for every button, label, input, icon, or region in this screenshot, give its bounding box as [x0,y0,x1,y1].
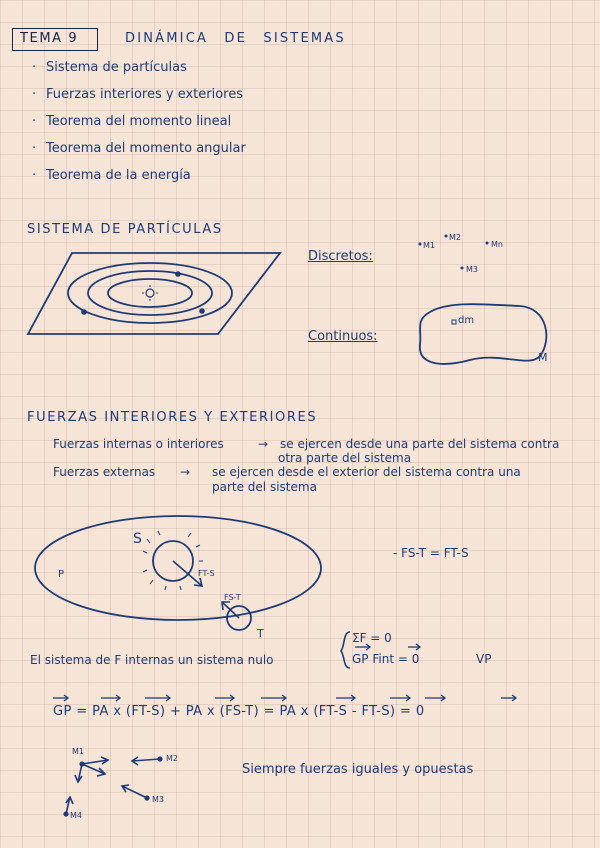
particle [79,761,84,766]
nulo-statement: El sistema de F internas un sistema nulo [30,653,274,667]
moment-equation: GP = PA x (FT-S) + PA x (FS-T) = PA x (FT-S - FT-S) = 0 [53,704,425,719]
bullet-item: Teorema del momento angular [46,141,246,156]
bullet-item: Teorema de la energía [46,168,191,183]
force-relation: - FS-T = FT-S [393,546,469,560]
bullet-item: Sistema de partículas [46,60,187,75]
internas-text-2: otra parte del sistema [278,451,412,465]
nulo-eq-1: ΣF = 0 [352,631,392,645]
dm-square [452,320,456,324]
bullet-dot: · [32,87,37,102]
bottom-text: Siempre fuerzas iguales y opuestas [242,762,474,777]
bottom-label-m1: M1 [72,747,84,756]
mass-label-M: M [538,351,548,364]
internas-text-1: se ejercen desde una parte del sistema contra [280,437,560,451]
arrow-internas: → [258,437,269,451]
particle [199,308,205,314]
sun-center [146,289,154,297]
orbit-inner [108,279,192,307]
externas-text-2: parte del sistema [212,480,317,494]
internas-label: Fuerzas internas o interiores [53,437,224,451]
bottom-label-m4: M4 [70,811,82,820]
bullet-dot: · [32,114,37,129]
particle [175,271,181,277]
sun-rays [142,285,158,301]
particle [461,267,464,270]
bottom-label-m2: M2 [166,754,178,763]
bullet-dot: · [32,60,37,75]
particle [81,309,87,315]
section-title-particulas: SISTEMA DE PARTÍCULAS [27,222,223,237]
orbit-plane-diagram [28,253,280,334]
nulo-eq-2: GP Fint = 0 [352,652,420,666]
mass-label-m2: M2 [449,233,461,242]
tema-label: TEMA 9 [20,31,79,46]
particle [157,756,162,761]
page-title: DINÁMICA DE SISTEMAS [125,31,346,46]
particle [486,242,489,245]
sun-label: S [133,531,142,547]
mass-label-mn: Mn [491,240,503,249]
orbit-outer [68,263,232,323]
bullet-dot: · [32,141,37,156]
bullet-item: Fuerzas interiores y exteriores [46,87,243,102]
dm-label: dm [458,315,475,326]
bottom-masses [63,756,162,816]
point-p-label: P [58,569,65,580]
continuos-label: Continuos: [308,329,378,344]
arrow-externas: → [180,465,191,479]
particle [144,795,149,800]
mass-label-m1: M1 [423,241,435,250]
bottom-label-m3: M3 [152,795,164,804]
bullet-item: Teorema del momento lineal [46,114,232,129]
force-ts-label: FT-S [198,569,215,578]
section-title-fuerzas: FUERZAS INTERIORES Y EXTERIORES [27,410,318,425]
big-orbit [35,516,321,620]
orbit-middle [88,271,212,315]
particle [419,243,422,246]
force-st-arrow [222,602,239,618]
particle [63,811,68,816]
system-brace [341,632,350,668]
particle [445,235,448,238]
earth-label: T [257,627,264,640]
force-st-label: FS-T [224,593,241,602]
externas-text-1: se ejercen desde el exterior del sistema contra una [212,465,521,479]
vp-label: VP [476,652,492,666]
continuous-body [420,304,547,364]
bullet-dot: · [32,168,37,183]
discretos-label: Discretos: [308,249,373,264]
externas-label: Fuerzas externas [53,465,156,479]
mass-label-m3: M3 [466,265,478,274]
